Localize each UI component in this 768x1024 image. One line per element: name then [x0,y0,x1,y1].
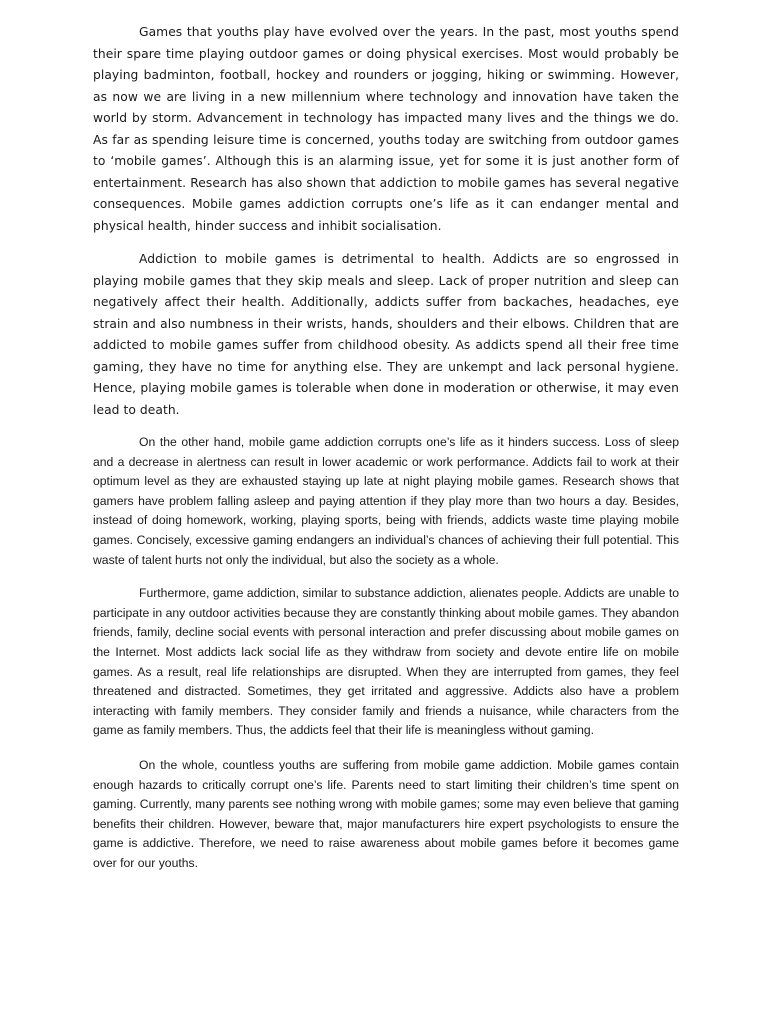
paragraph-health: Addiction to mobile games is detrimental to health. Addicts are so engrossed in playing mobile games that they skip meals and sleep. Lack of proper nutrition and sleep can negatively affect their health. Additionally, addicts suffer from backaches, headaches, eye strain and also numbness in their wrists, hands, shoulders and their elbows. Children that are addicted to mobile games suffer from childhood obesity. As addicts spend all their free time gaming, they have no time for anything else. They are unkempt and lack personal hygiene. Hence, playing mobile games is tolerable when done in moderation or otherwise, it may even lead to death. [93,252,679,417]
paragraph-socialisation: Furthermore, game addiction, similar to substance addiction, alienates people. Addicts are unable to participate in any outdoor activities because they are constantly thinking about mobile games. They abandon friends, family, decline social events with personal interaction and prefer discussing about mobile games on the Internet. Most addicts lack social life as they withdraw from society and devote entire life on mobile games. As a result, real life relationships are disrupted. When they are interrupted from games, they feel threatened and distracted. Sometimes, they get irritated and aggressive. Addicts also have a problem interacting with family members. They consider family and friends a nuisance, while characters from the game as family members. Thus, the addicts feel that their life is meaningless without gaming. [93,586,679,738]
paragraph-introduction: Games that youths play have evolved over the years. In the past, most youths spend their spare time playing outdoor games or doing physical exercises. Most would probably be playing badminton, football, hockey and rounders or jogging, hiking or swimming. However, as now we are living in a new millennium where technology and innovation have taken the world by storm. Advancement in technology has impacted many lives and the things we do. As far as spending leisure time is concerned, youths today are switching from outdoor games to ‘mobile games’. Although this is an alarming issue, yet for some it is just another form of entertainment. Research has also shown that addiction to mobile games has several negative consequences. Mobile games addiction corrupts one’s life as it can endanger mental and physical health, hinder success and inhibit socialisation. [93,25,679,233]
paragraph-success: On the other hand, mobile game addiction corrupts one’s life as it hinders success. Loss of sleep and a decrease in alertness can result in lower academic or work performance. Addicts fail to work at their optimum level as they are exhausted staying up late at night playing mobile games. Research shows that gamers have problem falling asleep and paying attention if they play more than two hours a day. Besides, instead of doing homework, working, playing sports, being with friends, addicts waste time playing mobile games. Concisely, excessive gaming endangers an individual’s chances of achieving their full potential. This waste of talent hurts not only the individual, but also the society as a whole. [93,435,679,567]
paragraph-conclusion: On the whole, countless youths are suffering from mobile game addiction. Mobile games contain enough hazards to critically corrupt one’s life. Parents need to start limiting their children’s time spent on gaming. Currently, many parents see nothing wrong with mobile games; some may even believe that gaming benefits their children. However, beware that, major manufacturers hire expert psychologists to ensure the game is addictive. Therefore, we need to raise awareness about mobile games before it becomes game over for our youths. [93,757,679,870]
